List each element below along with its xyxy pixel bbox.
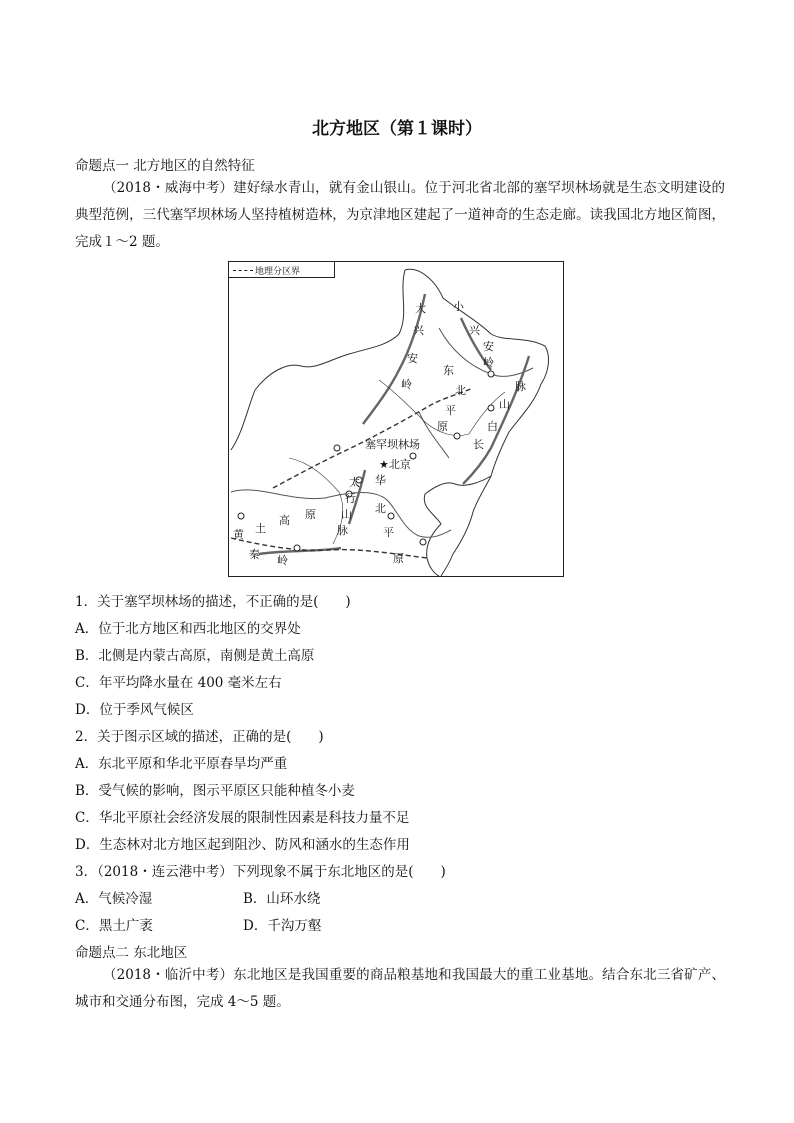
city-marker [454, 433, 460, 439]
question-1-option-b: B．北侧是内蒙古高原，南侧是黄土高原 [75, 648, 315, 664]
question-2-stem: 2．关于图示区域的描述，正确的是( ) [75, 729, 324, 745]
map-label: 小 [453, 300, 464, 313]
city-marker [420, 539, 426, 545]
question-3-option-a: A．气候冷湿 [75, 891, 153, 907]
page-title: 北方地区（第１课时） [312, 119, 482, 139]
question-3-option-d: D．千沟万壑 [243, 918, 322, 934]
map-label: 脉 [337, 524, 348, 537]
city-marker [238, 513, 244, 519]
coastline [424, 476, 491, 576]
question-1-stem: 1．关于塞罕坝林场的描述，不正确的是( ) [75, 594, 351, 610]
map-label: 安 [483, 340, 494, 353]
city-marker [334, 445, 340, 451]
map-label: 东 [443, 364, 454, 377]
map-label: 岭 [401, 378, 412, 391]
map-label: 黄 [233, 528, 244, 541]
map-label: 脉 [515, 380, 526, 393]
map-legend [229, 262, 335, 278]
map-label: 大 [415, 302, 426, 315]
map-label: 秦 [249, 548, 260, 561]
map-label: 岭 [277, 554, 288, 567]
intro-paragraph-1: （2018・威海中考）建好绿水青山，就有金山银山。位于河北省北部的塞罕坝林场就是生态文明建设的典型范例，三代塞罕坝林场人坚持植树造林，为京津地区建起了一道神奇的生态走廊。读我国北方地区简图，完成１～2 题。 [75, 180, 725, 250]
question-3-option-b: B．山环水绕 [243, 891, 321, 907]
question-3-options-row-2 [75, 914, 411, 934]
question-3-option-c: C．黑土广袤 [75, 918, 153, 934]
western-border [231, 270, 405, 450]
map-label: 山 [341, 508, 352, 521]
question-1-option-a: A．位于北方地区和西北地区的交界处 [75, 621, 301, 637]
map-label: 高 [279, 514, 290, 527]
map-label: 白 [487, 420, 498, 433]
map-label: 平 [445, 404, 456, 417]
legend-dash-symbol [233, 270, 253, 271]
map-label: 华 [375, 474, 386, 487]
question-2-option-a: A．东北平原和华北平原春旱均严重 [75, 756, 288, 772]
section-heading-1: 命题点一 北方地区的自然特征 [75, 158, 255, 174]
question-3-options-row-1 [75, 887, 411, 907]
north-region-map [228, 261, 564, 577]
map-label: 北 [455, 384, 466, 397]
map-label: 原 [393, 552, 404, 565]
map-label: 原 [437, 420, 448, 433]
intro-paragraph-2: （2018・临沂中考）东北地区是我国重要的商品粮基地和我国最大的重工业基地。结合东北三省矿产、城市和交通分布图，完成 4～5 题。 [75, 967, 725, 1010]
map-label: 岭 [483, 356, 494, 369]
map-label: 行 [345, 492, 356, 505]
city-marker [488, 371, 494, 377]
map-label: 北 [375, 502, 386, 515]
map-label: 山 [499, 398, 510, 411]
map-label: 原 [305, 508, 316, 521]
map-label-beijing: ★北京 [379, 458, 411, 471]
question-1-option-d: D．位于季风气候区 [75, 702, 194, 718]
question-2-option-d: D．生态林对北方地区起到阻沙、防风和涵水的生态作用 [75, 837, 410, 853]
map-drawing [229, 262, 563, 576]
question-3-stem: 3．（2018・连云港中考）下列现象不属于东北地区的是( ) [75, 864, 446, 880]
question-2-option-c: C．华北平原社会经济发展的限制性因素是科技力量不足 [75, 810, 410, 826]
map-label: 安 [407, 352, 418, 365]
city-marker [488, 405, 494, 411]
map-label: 太 [349, 476, 360, 489]
map-label: 兴 [413, 324, 424, 337]
map-label: 长 [473, 438, 484, 451]
map-label: 平 [383, 526, 394, 539]
question-2-option-b: B．受气候的影响，图示平原区只能种植冬小麦 [75, 783, 355, 799]
province-boundary [289, 458, 343, 544]
city-marker [294, 545, 300, 551]
map-label-saihanba: 塞罕坝林场 [365, 438, 420, 451]
city-marker [388, 513, 394, 519]
map-label: 兴 [469, 324, 480, 337]
section-heading-2: 命题点二 东北地区 [75, 945, 188, 961]
map-label: 土 [255, 522, 266, 535]
legend-label: 地理分区界 [255, 267, 301, 277]
question-1-option-c: C．年平均降水量在 400 毫米左右 [75, 675, 282, 691]
